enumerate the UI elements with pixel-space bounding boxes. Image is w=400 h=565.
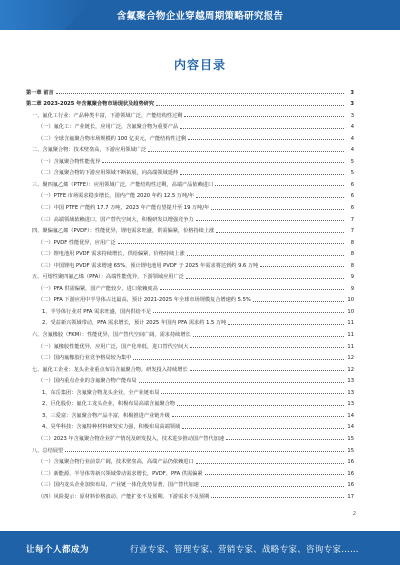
toc-entry-page: 7	[350, 228, 354, 235]
toc-leader-dots	[180, 174, 344, 175]
toc-leader-dots	[211, 209, 344, 210]
toc-entry[interactable]	[26, 384, 354, 396]
toc-entry[interactable]	[26, 234, 354, 246]
toc-entry-page: 6	[350, 205, 354, 212]
toc-leader-dots	[211, 497, 344, 498]
toc-entry[interactable]	[26, 338, 354, 350]
footer-slogan-right: 行业专家、管理专家、营销专家、战略专家、咨询专家……	[130, 545, 359, 555]
toc-leader-dots	[190, 347, 344, 348]
toc-entry-page: 8	[350, 251, 354, 258]
toc-entry-page: 17	[347, 493, 354, 500]
toc-leader-dots	[201, 486, 344, 487]
toc-entry-page: 15	[347, 447, 354, 454]
toc-entry-label: （三）中国锂电 PVDF 需求增速 65%，预计锂电池用 PVDF 于 2025 年需求将达到约 9.6 万吨	[38, 262, 259, 269]
toc-entry-label: （二）全球含氟聚合物市场规模约 100 亿美元，产能结构性过剩	[38, 135, 187, 142]
toc-entry[interactable]	[26, 269, 354, 281]
toc-leader-dots	[177, 405, 344, 406]
toc-entry-label: （一）氟化工：产业链长，应用广泛，含氟聚合物为重要产品	[38, 124, 179, 131]
toc-entry[interactable]	[26, 477, 354, 489]
toc-entry-label: （四）风险提示：原材料价格波动、产能扩张不及预期、下游需求不及预期	[38, 493, 210, 500]
toc-leader-dots	[153, 312, 344, 313]
report-title: 含氟聚合物企业穿越周期策略研究报告	[116, 11, 284, 22]
toc-leader-dots	[65, 451, 344, 452]
toc-entry-label: （一）PVDF 性能优异，应用广泛	[38, 239, 116, 246]
toc-entry-page: 3	[350, 112, 354, 119]
toc-entry-label: 五、可熔性聚四氟乙烯（PFA）：高端性能优异，下游领域应用广泛	[32, 274, 184, 281]
toc-entry-label: （三）国内龙头企业加快布局，产业链一体化优势显著，国产替代加速	[38, 482, 199, 489]
toc-entry-label: 六、含氟橡胶（FKM）：性能优异，国产替代空间广阔，需求持续增长	[32, 332, 191, 339]
toc-leader-dots	[196, 463, 344, 464]
toc-entry-page: 16	[347, 459, 354, 466]
toc-entry-label: 三、聚四氟乙烯（PTFE）：应用领域广泛，产能结构性过剩，高端产品依赖进口	[32, 181, 214, 188]
toc-leader-dots	[184, 116, 344, 117]
toc-entry-label: 2、受益新兴领域带动，PFA 需求增长，预计 2025 年国内 PFA 需求约 1.5 万吨	[42, 320, 227, 327]
toc-entry-page: 3	[350, 89, 354, 96]
toc-entry-page: 6	[350, 193, 354, 200]
toc-entry[interactable]	[26, 326, 354, 338]
toc-entry[interactable]	[26, 176, 354, 188]
toc-entry[interactable]	[26, 280, 354, 292]
toc-entry[interactable]	[26, 430, 354, 442]
toc-entry-page: 4	[350, 124, 354, 131]
toc-entry-page: 6	[350, 181, 354, 188]
toc-entry-label: （二）国内氟橡胶行业竞争格局较为集中	[38, 355, 132, 362]
toc-leader-dots	[133, 359, 344, 360]
toc-entry-label: （一）国内重点企业的含氟聚合物产能布局	[38, 378, 137, 385]
toc-leader-dots	[102, 162, 344, 163]
toc-leader-dots	[182, 428, 344, 429]
toc-entry-label: 1、东岳集团：含氟聚合物龙头企业，全产业链布局	[42, 389, 160, 396]
toc-entry[interactable]	[26, 419, 354, 431]
toc-entry[interactable]	[26, 188, 354, 200]
toc-leader-dots	[226, 439, 344, 440]
toc-entry[interactable]	[26, 373, 354, 385]
toc-leader-dots	[180, 128, 344, 129]
toc-leader-dots	[118, 243, 344, 244]
toc-entry-label: （二）2023 年含氟聚合物企业扩产情况及研发投入，技术进步推动国产替代加速	[38, 435, 225, 442]
toc-entry-label: （一）含氟聚合物性能优异	[38, 158, 101, 165]
toc-entry[interactable]	[26, 165, 354, 177]
toc-entry[interactable]	[26, 407, 354, 419]
toc-entry[interactable]	[26, 130, 354, 142]
toc-entry-page: 12	[347, 366, 354, 373]
toc-entry[interactable]	[26, 223, 354, 235]
toc-entry[interactable]	[26, 119, 354, 131]
toc-entry[interactable]	[26, 142, 354, 154]
toc-entry-label: （二）含氟聚合物的下游应用领域不断拓展，向高端领域延伸	[38, 170, 179, 177]
toc-leader-dots	[56, 93, 344, 94]
toc-entry-page: 4	[350, 147, 354, 154]
toc-entry-label: 一、氟化工行业：产品种类丰富，下游领域广泛，产能结构性过剩	[32, 112, 183, 119]
toc-entry-page: 16	[347, 482, 354, 489]
toc-entry[interactable]	[26, 442, 354, 454]
toc-entry-label: 4、昊华科技：含氟特种材料研发实力强，积极布局高端领域	[42, 424, 181, 431]
toc-entry-page: 10	[347, 308, 354, 315]
toc-entry-label: （二）中国 PTFE 产能约 17.7 万吨，2023 年产能有望提升至 19 万吨/年	[38, 205, 210, 212]
toc-entry-label: （三）高端领域依赖进口，国产替代空间大，积极研发以增强竞争力	[38, 216, 194, 223]
toc-entry-label: （一）含氟聚合物行业前景广阔，技术壁垒高，高端产品仍依赖进口	[38, 459, 194, 466]
toc-entry-page: 12	[347, 355, 354, 362]
toc-entry-page: 13	[347, 378, 354, 385]
toc-entry-page: 9	[350, 285, 354, 292]
toc-entry-page: 11	[347, 343, 354, 350]
toc-entry-label: 四、聚偏氟乙烯（PVDF）：性能优异，锂电需求旺盛，供需偏紧，价格持续上涨	[32, 228, 215, 235]
toc-leader-dots	[196, 220, 344, 221]
toc-entry-page: 5	[350, 158, 354, 165]
toc-leader-dots	[160, 289, 344, 290]
toc-leader-dots	[190, 370, 344, 371]
toc-entry[interactable]	[26, 257, 354, 269]
toc-entry-page: 16	[347, 470, 354, 477]
toc-entry-page: 5	[350, 170, 354, 177]
toc-entry-page: 15	[347, 435, 354, 442]
toc-leader-dots	[215, 185, 344, 186]
toc-entry[interactable]	[26, 153, 354, 165]
toc-entry-label: 第一章 前言	[26, 89, 54, 96]
toc-entry[interactable]	[26, 465, 354, 477]
table-of-contents	[26, 84, 354, 500]
toc-entry-label: （一）PTFE 市场需求稳步增长，国内产能 2020 年约 12.5 万吨/年	[38, 193, 195, 200]
toc-entry[interactable]	[26, 199, 354, 211]
toc-entry-page: 13	[347, 401, 354, 408]
toc-entry-label: （二）锂电池用 PVDF 需求持续增长，供给偏紧，价格持续上涨	[38, 251, 185, 258]
report-footer	[0, 531, 400, 565]
toc-entry-page: 8	[350, 262, 354, 269]
toc-entry-page: 11	[347, 332, 354, 339]
toc-entry-label: 八、总结展望	[32, 447, 64, 454]
toc-entry-label: （二）新能源、半导体等新兴领域带动需求增长，PVDF、PFA 供需偏紧	[38, 470, 203, 477]
toc-leader-dots	[156, 105, 344, 106]
toc-entry-page: 14	[347, 412, 354, 419]
toc-entry[interactable]	[26, 303, 354, 315]
toc-entry-page: 7	[350, 216, 354, 223]
page-number: 2	[352, 511, 356, 517]
toc-leader-dots	[172, 416, 344, 417]
toc-entry-page: 9	[350, 274, 354, 281]
toc-leader-dots	[186, 278, 344, 279]
toc-entry-page: 8	[350, 239, 354, 246]
footer-slogan-left: 让每个人都成为	[26, 545, 90, 555]
toc-entry-page: 11	[347, 320, 354, 327]
toc-entry[interactable]	[26, 396, 354, 408]
toc-entry[interactable]	[26, 96, 354, 108]
toc-entry-label: 第二章 2023-2025 年含氟聚合物市场现状及趋势研究	[26, 101, 155, 108]
toc-leader-dots	[161, 393, 344, 394]
toc-entry[interactable]	[26, 211, 354, 223]
toc-leader-dots	[216, 232, 344, 233]
toc-entry[interactable]	[26, 84, 354, 96]
toc-entry-page: 3	[350, 101, 354, 108]
report-header	[0, 0, 400, 30]
toc-entry-label: （二）PFA 下游应用中半导体占比最高，预计 2021-2025 年全球市场规模复合增速约 5.5%	[38, 297, 251, 304]
toc-heading: 内容目录	[173, 58, 226, 72]
toc-entry-page: 13	[347, 389, 354, 396]
toc-leader-dots	[148, 151, 344, 152]
toc-leader-dots	[228, 324, 344, 325]
toc-leader-dots	[196, 197, 344, 198]
toc-leader-dots	[193, 336, 344, 337]
toc-entry-label: 3、三爱富：含氟聚合物产品丰富，积极推进产业链升级	[42, 412, 170, 419]
toc-leader-dots	[260, 266, 344, 267]
toc-entry[interactable]	[26, 454, 354, 466]
toc-entry[interactable]	[26, 315, 354, 327]
toc-leader-dots	[253, 301, 344, 302]
toc-leader-dots	[205, 474, 344, 475]
toc-entry[interactable]	[26, 350, 354, 362]
toc-entry-label: 七、氟化工企业：龙头企业重点布局含氟聚合物，研发投入持续增长	[32, 366, 188, 373]
toc-entry[interactable]	[26, 246, 354, 258]
toc-entry-label: 2、巨化股份：氟化工龙头企业，积极布局高端含氟聚合物	[42, 401, 175, 408]
toc-entry-label: 二、含氟聚合物：技术壁垒高，下游应用领域广泛	[32, 147, 147, 154]
toc-entry-page: 4	[350, 135, 354, 142]
toc-leader-dots	[139, 382, 344, 383]
toc-leader-dots	[187, 255, 344, 256]
toc-entry[interactable]	[26, 292, 354, 304]
toc-entry[interactable]	[26, 107, 354, 119]
toc-entry-label: （一）氟橡胶性能优异，应用广泛，国产化率低，进口替代空间大	[38, 343, 189, 350]
toc-leader-dots	[188, 139, 344, 140]
toc-entry-page: 10	[347, 297, 354, 304]
toc-entry[interactable]	[26, 361, 354, 373]
toc-entry-label: 1、半导体行业对 PFA 需求旺盛，国内供给不足	[42, 308, 152, 315]
toc-entry-label: （一）PFA 供需偏紧，国产产能较少，进口依赖度高	[38, 285, 158, 292]
toc-entry[interactable]	[26, 488, 354, 500]
toc-entry-page: 14	[347, 424, 354, 431]
